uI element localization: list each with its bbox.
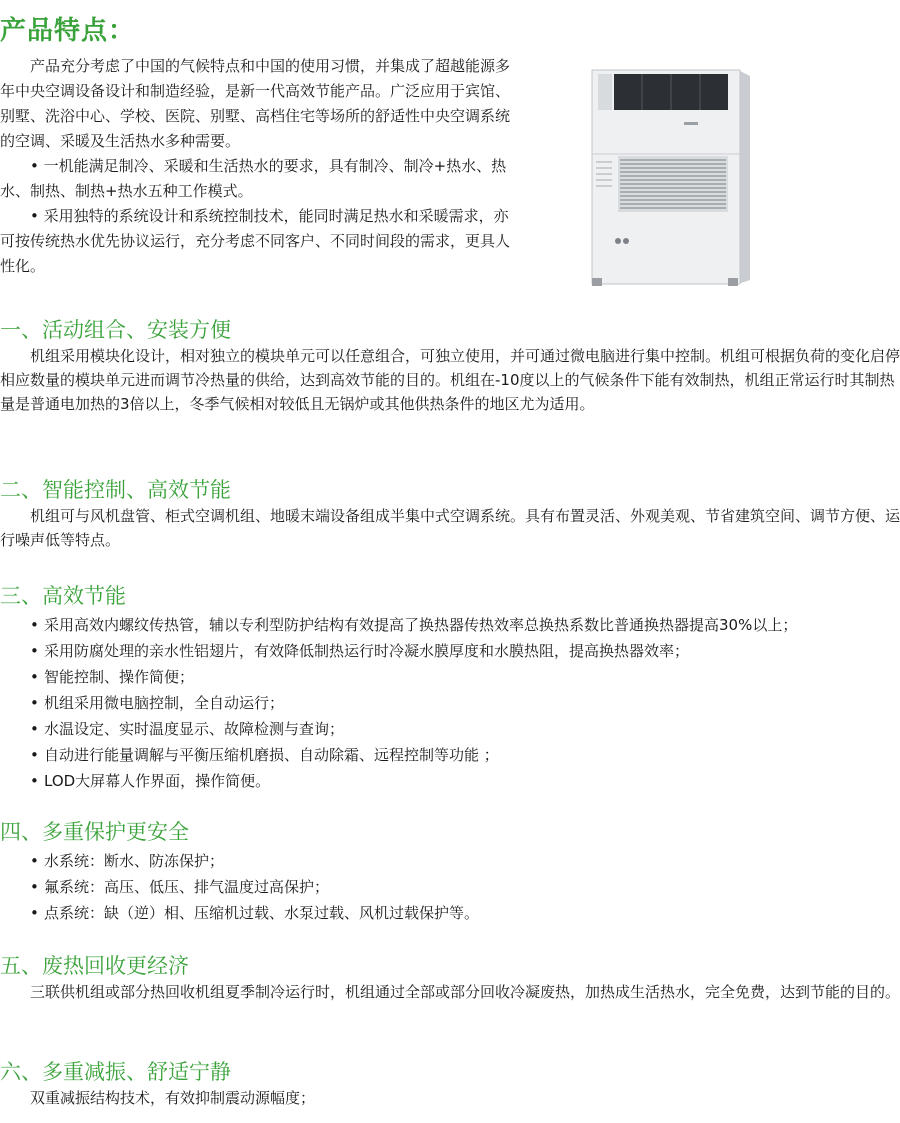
section-heading: 三、高效节能 (0, 584, 126, 608)
page-title: 产品特点： (0, 16, 136, 46)
list-item: • 智能控制、操作简便； (30, 664, 900, 690)
list-item: • 机组采用微电脑控制，全自动运行； (30, 690, 900, 716)
list-item: • 水温设定、实时温度显示、故障检测与查询； (30, 716, 900, 742)
section-body: 双重减振结构技术，有效抑制震动源幅度； (30, 1089, 316, 1107)
list-item: • LOD大屏幕人作界面，操作简便。 (30, 768, 900, 794)
section-efficiency (0, 582, 900, 794)
list-item: • 采用防腐处理的亲水性铝翅片，有效降低制热运行时冷凝水膜厚度和水膜热阻，提高换热器效率； (30, 638, 900, 664)
intro-block (0, 54, 520, 279)
list-item: • 点系统：缺（逆）相、压缩机过载、水泵过载、风机过载保护等。 (30, 900, 900, 926)
list-item: • 氟系统：高压、低压、排气温度过高保护； (30, 874, 900, 900)
section-body: 机组可与风机盘管、柜式空调机组、地暖末端设备组成半集中式空调系统。具有布置灵活、外观美观、节省建筑空间、调节方便、运行噪声低等特点。 (0, 507, 900, 549)
section-body: 机组采用模块化设计，相对独立的模块单元可以任意组合，可独立使用，并可通过微电脑进行集中控制。机组可根据负荷的变化启停相应数量的模块单元进而调节冷热量的供给，达到高效节能的目的。机组在-10度以上的气候条件下能有效制热，机组正常运行时其制热量是普通电加热的3倍以上，冬季气候相对较低且无锅炉或其他供热条件的地区尤为适用。 (0, 347, 900, 413)
section-heading: 二、智能控制、高效节能 (0, 478, 231, 502)
protection-list (0, 848, 900, 926)
list-item: • 采用高效内螺纹传热管，辅以专利型防护结构有效提高了换热器传热效率总换热系数比普通换热器提高30%以上； (30, 612, 900, 638)
section-heading: 五、废热回收更经济 (0, 954, 189, 978)
section-body: 三联供机组或部分热回收机组夏季制冷运行时，机组通过全部或部分回收冷凝废热，加热成生活热水，完全免费，达到节能的目的。 (30, 983, 900, 1001)
intro-paragraph: 产品充分考虑了中国的气候特点和中国的使用习惯，并集成了超越能源多年中央空调设备设计和制造经验，是新一代高效节能产品。广泛应用于宾馆、别墅、洗浴中心、学校、医院、别墅、高档住宅等场所的舒适性中央空调系统的空调、采暖及生活热水多种需要。 (0, 57, 511, 150)
section-modular (0, 316, 900, 416)
list-item: • 水系统：断水、防冻保护； (30, 848, 900, 874)
feature-list (0, 612, 900, 794)
list-item: • 自动进行能量调解与平衡压缩机磨损、自动除霜、远程控制等功能 ； (30, 742, 900, 768)
intro-bullet-modes: • 一机能满足制冷、采暖和生活热水的要求，具有制冷、制冷+热水、热水、制热、制热+热水五种工作模式。 (0, 157, 507, 200)
section-heading: 六、多重减振、舒适宁静 (0, 1060, 231, 1084)
intro-bullet-control: • 采用独特的系统设计和系统控制技术，能同时满足热水和采暖需求，亦可按传统热水优先协议运行，充分考虑不同客户、不同时间段的需求，更具人性化。 (0, 207, 511, 275)
section-heading: 一、活动组合、安装方便 (0, 318, 231, 342)
section-smart-control (0, 476, 900, 552)
section-protection (0, 818, 900, 926)
section-heading: 四、多重保护更安全 (0, 820, 189, 844)
section-vibration (0, 1058, 900, 1110)
section-heat-recovery (0, 952, 900, 1004)
air-conditioner-unit-image (578, 62, 758, 288)
